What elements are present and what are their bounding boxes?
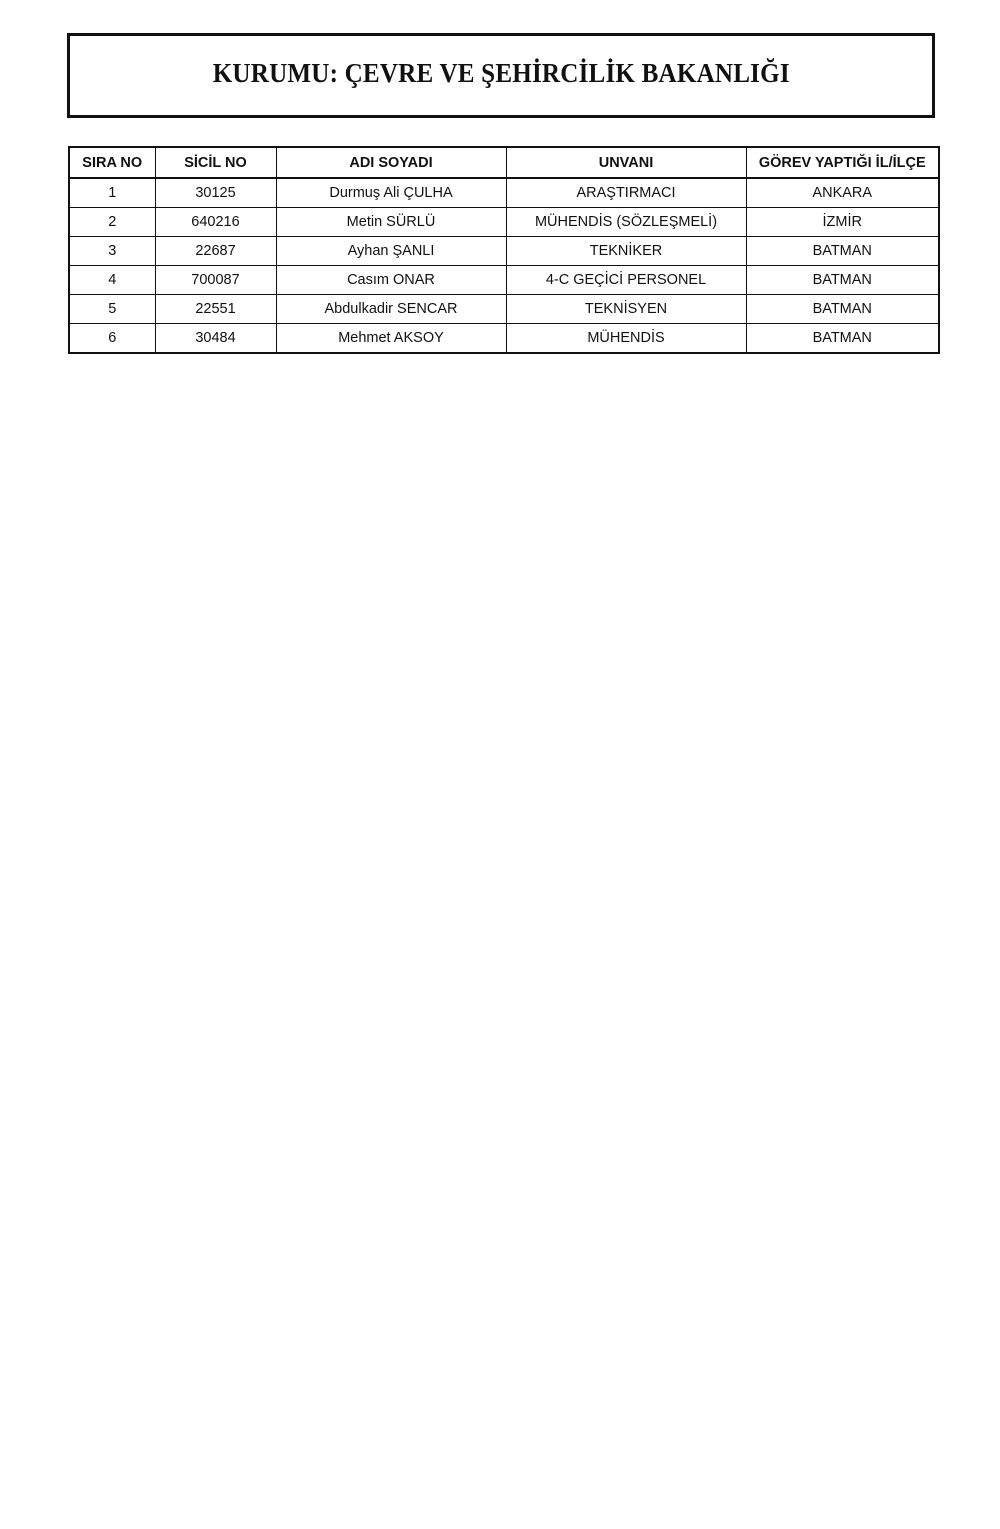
- institution-title-box: [67, 33, 935, 118]
- cell-gorev-yeri: İZMİR: [746, 208, 939, 237]
- cell-sira-no: 1: [69, 178, 155, 208]
- cell-gorev-yeri: BATMAN: [746, 295, 939, 324]
- cell-sicil-no: 30125: [155, 178, 276, 208]
- header-adi-soyadi: ADI SOYADI: [276, 147, 506, 178]
- cell-adi-soyadi: Mehmet AKSOY: [276, 324, 506, 354]
- table-row: [69, 266, 939, 295]
- header-unvani: UNVANI: [506, 147, 746, 178]
- cell-gorev-yeri: BATMAN: [746, 324, 939, 354]
- cell-gorev-yeri: BATMAN: [746, 237, 939, 266]
- cell-unvani: ARAŞTIRMACI: [506, 178, 746, 208]
- table-row: [69, 295, 939, 324]
- cell-unvani: TEKNİSYEN: [506, 295, 746, 324]
- cell-sicil-no: 30484: [155, 324, 276, 354]
- cell-gorev-yeri: BATMAN: [746, 266, 939, 295]
- table-row: [69, 208, 939, 237]
- header-sicil-no: SİCİL NO: [155, 147, 276, 178]
- personnel-table: [68, 146, 940, 354]
- cell-unvani: MÜHENDİS (SÖZLEŞMELİ): [506, 208, 746, 237]
- cell-sira-no: 2: [69, 208, 155, 237]
- table-row: [69, 324, 939, 354]
- header-gorev-yeri: GÖREV YAPTIĞI İL/İLÇE: [746, 147, 939, 178]
- cell-unvani: MÜHENDİS: [506, 324, 746, 354]
- table-row: [69, 237, 939, 266]
- institution-title: KURUMU: ÇEVRE VE ŞEHİRCİLİK BAKANLIĞI: [212, 58, 790, 88]
- table-header-row: [69, 147, 939, 178]
- cell-unvani: TEKNİKER: [506, 237, 746, 266]
- cell-sicil-no: 640216: [155, 208, 276, 237]
- cell-adi-soyadi: Abdulkadir SENCAR: [276, 295, 506, 324]
- cell-adi-soyadi: Casım ONAR: [276, 266, 506, 295]
- cell-sira-no: 5: [69, 295, 155, 324]
- cell-adi-soyadi: Ayhan ŞANLI: [276, 237, 506, 266]
- cell-gorev-yeri: ANKARA: [746, 178, 939, 208]
- cell-sira-no: 3: [69, 237, 155, 266]
- cell-sicil-no: 700087: [155, 266, 276, 295]
- cell-sicil-no: 22551: [155, 295, 276, 324]
- table-row: [69, 178, 939, 208]
- cell-adi-soyadi: Metin SÜRLÜ: [276, 208, 506, 237]
- header-sira-no: SIRA NO: [69, 147, 155, 178]
- cell-sicil-no: 22687: [155, 237, 276, 266]
- cell-sira-no: 6: [69, 324, 155, 354]
- cell-adi-soyadi: Durmuş Ali ÇULHA: [276, 178, 506, 208]
- cell-sira-no: 4: [69, 266, 155, 295]
- cell-unvani: 4-C GEÇİCİ PERSONEL: [506, 266, 746, 295]
